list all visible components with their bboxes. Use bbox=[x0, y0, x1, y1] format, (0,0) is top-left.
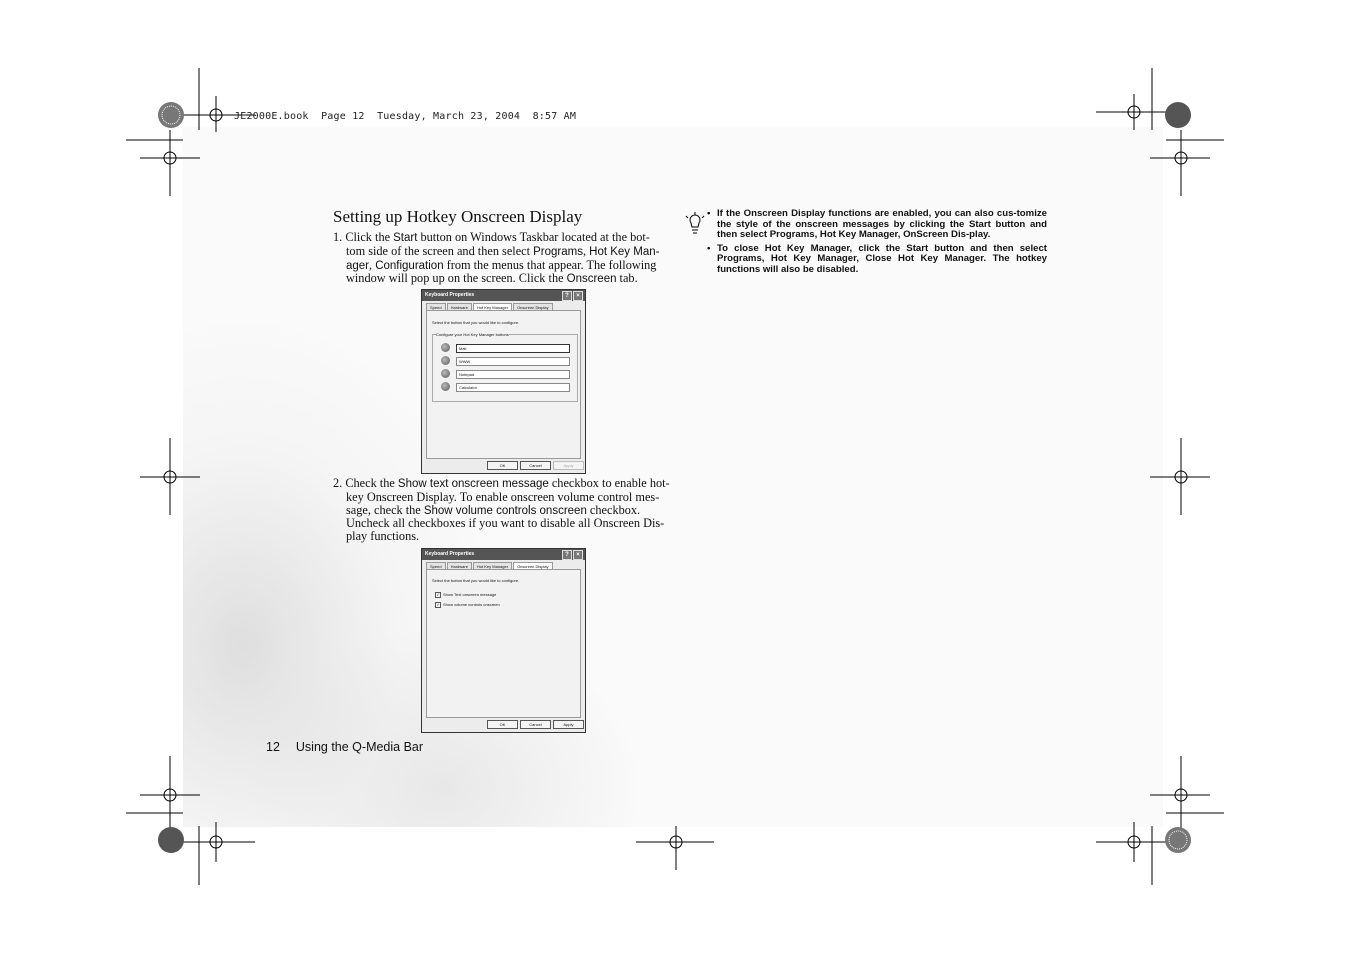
hotkey-button-mail[interactable]: Mail bbox=[456, 344, 570, 353]
tip-item bbox=[707, 244, 1047, 276]
instruction-text: Select the button that you would like to configure. bbox=[432, 578, 520, 583]
file-info-header: JE2000E.book Page 12 Tuesday, March 23, 2004 8:57 AM bbox=[234, 111, 577, 122]
hotkey-row-notepad bbox=[441, 369, 573, 379]
keyword: ager bbox=[346, 259, 370, 272]
keyboard-properties-dialog-onscreen bbox=[421, 548, 586, 733]
hotkey-button-calculator[interactable]: Calculator bbox=[456, 383, 570, 392]
text: checkbox to enable hot- bbox=[548, 476, 670, 490]
close-icon[interactable]: × bbox=[573, 550, 583, 560]
keyword: Start bbox=[393, 232, 418, 244]
lightbulb-icon bbox=[684, 211, 706, 241]
chapter-title: Using the Q-Media Bar bbox=[295, 740, 424, 754]
cancel-button[interactable]: Cancel bbox=[520, 461, 551, 470]
step-number: 2. bbox=[333, 476, 343, 490]
keyword: Hot Key Man- bbox=[589, 245, 660, 258]
tab-pane bbox=[426, 310, 581, 459]
tip-notes bbox=[707, 209, 1047, 278]
tab-speed[interactable]: Speed bbox=[426, 303, 446, 311]
tip-text: If the Onscreen Display functions are enabled, you can also cus-tomize the style of the onscreen messages by clicking the Start button and then select Programs, Hot Key Manager, OnScreen Dis-play. bbox=[717, 208, 1047, 240]
dialog-title: Keyboard Properties bbox=[425, 292, 475, 298]
globe-icon bbox=[441, 356, 450, 365]
hotkey-row-calculator bbox=[441, 382, 573, 392]
section-title: Setting up Hotkey Onscreen Display bbox=[333, 207, 583, 226]
text: tom side of the screen and then select bbox=[346, 243, 534, 258]
page-number: 12 bbox=[266, 740, 280, 754]
ok-button[interactable]: OK bbox=[487, 720, 518, 729]
keyword: Onscreen bbox=[566, 273, 617, 286]
help-icon[interactable]: ? bbox=[562, 550, 572, 560]
text: checkbox. bbox=[586, 502, 641, 517]
tip-item bbox=[707, 209, 1047, 241]
text: play functions. bbox=[346, 529, 420, 544]
hotkey-row-mail bbox=[441, 343, 573, 353]
text: Click the bbox=[345, 230, 394, 244]
tab-onscreen-display[interactable]: Onscreen Display bbox=[513, 562, 553, 570]
instruction-text: Select the button that you would like to configure. bbox=[432, 320, 520, 325]
cancel-button[interactable]: Cancel bbox=[520, 720, 551, 729]
keyword: Programs bbox=[533, 245, 583, 258]
dialog-title: Keyboard Properties bbox=[425, 551, 475, 557]
tab-hot-key-manager[interactable]: Hot Key Manager bbox=[473, 303, 512, 311]
text: tab. bbox=[616, 271, 638, 286]
bullet: • bbox=[707, 242, 711, 254]
tab-hot-key-manager[interactable]: Hot Key Manager bbox=[473, 562, 512, 570]
close-icon[interactable]: × bbox=[573, 291, 583, 301]
bullet: • bbox=[707, 208, 711, 219]
keyboard-properties-dialog-hotkey bbox=[421, 289, 586, 474]
step-2 bbox=[333, 477, 673, 543]
check-icon: ✓ bbox=[436, 602, 440, 607]
show-volume-controls-checkbox[interactable] bbox=[435, 602, 500, 608]
text: from the menus that appear. The following bbox=[443, 257, 657, 272]
hotkey-group bbox=[432, 334, 578, 402]
check-icon: ✓ bbox=[436, 592, 440, 597]
tab-speed[interactable]: Speed bbox=[426, 562, 446, 570]
apply-button[interactable]: Apply bbox=[553, 461, 584, 470]
text: , bbox=[369, 257, 376, 272]
checkbox-label: Show Text onscreen message bbox=[443, 592, 497, 598]
tab-pane bbox=[426, 569, 581, 718]
hotkey-button-www[interactable]: WWW bbox=[456, 357, 570, 366]
hotkey-button-notepad[interactable]: Notepad bbox=[456, 370, 570, 379]
apply-button[interactable]: Apply bbox=[553, 720, 584, 729]
dialog-titlebar bbox=[422, 290, 585, 301]
keyword: Show volume controls onscreen bbox=[423, 504, 587, 517]
group-label: Configure your Hot Key Manager buttons bbox=[436, 332, 509, 337]
step-number: 1. bbox=[333, 230, 343, 244]
page-footer bbox=[266, 740, 423, 754]
hotkey-row-www bbox=[441, 356, 573, 366]
checkbox-label: Show volume controls onscreen bbox=[443, 602, 500, 608]
ok-button[interactable]: OK bbox=[487, 461, 518, 470]
keyword: Configuration bbox=[375, 259, 444, 272]
text: sage, check the bbox=[346, 502, 424, 517]
tip-text: To close Hot Key Manager, click the Start button and then select Programs, Hot Key Manager, Close Hot Key Manager. The hotkey functions will also be disabled. bbox=[717, 242, 1047, 275]
calculator-icon bbox=[441, 382, 450, 391]
text: Uncheck all checkboxes if you want to disable all Onscreen Dis- bbox=[346, 516, 665, 531]
keyword: Show text onscreen message bbox=[397, 478, 549, 490]
dialog-titlebar bbox=[422, 549, 585, 560]
text: Check the bbox=[345, 476, 398, 490]
text: button on Windows Taskbar located at the bot- bbox=[417, 230, 650, 244]
tab-hardware[interactable]: Hardware bbox=[447, 562, 472, 570]
mail-icon bbox=[441, 343, 450, 352]
text: key Onscreen Display. To enable onscreen volume control mes- bbox=[346, 489, 660, 504]
step-1 bbox=[333, 231, 673, 286]
tab-hardware[interactable]: Hardware bbox=[447, 303, 472, 311]
help-icon[interactable]: ? bbox=[562, 291, 572, 301]
show-text-onscreen-checkbox[interactable] bbox=[435, 592, 496, 598]
text: window will pop up on the screen. Click the bbox=[346, 271, 567, 286]
tab-onscreen-display[interactable]: Onscreen Display bbox=[513, 303, 553, 311]
text: , bbox=[582, 243, 590, 258]
notepad-icon bbox=[441, 369, 450, 378]
